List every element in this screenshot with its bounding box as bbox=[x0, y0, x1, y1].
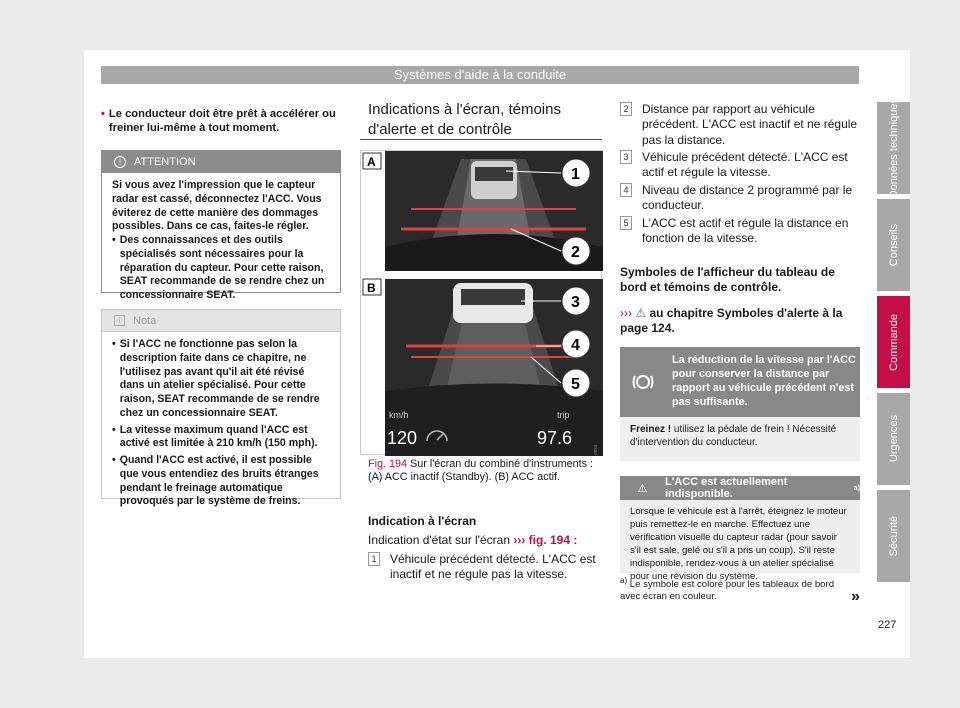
callout-4 bbox=[562, 330, 590, 358]
symbols-reference: ››› ⚠ au chapitre Symboles d'alerte à la page 124. bbox=[620, 306, 843, 335]
attention-paragraph: Si vous avez l'impression que le capteur radar est cassé, déconnectez l'ACC. Vous éviterez de cette manière des dommages possibles. Dans ce cas, faites-le régler. bbox=[112, 179, 322, 233]
continue-arrow: » bbox=[851, 588, 860, 605]
note-bullet: • La vitesse maximum quand l'ACC est activé est limitée à 210 km/h (150 mph). bbox=[112, 423, 318, 450]
brake-warning-icon bbox=[620, 347, 666, 417]
trip-value: 97.6 bbox=[537, 428, 573, 448]
svg-text:1: 1 bbox=[571, 166, 580, 183]
warning-circle-icon: ! bbox=[114, 156, 126, 168]
footnote: $^{a)}$ Le symbole est coloré pour les tableaux de bord avec écran en couleur. bbox=[620, 576, 835, 603]
intro-line: Indication d'état sur l'écran ››› fig. 194 : bbox=[368, 533, 578, 547]
list-item-5: 5 L'ACC est actif et régule la distance en fonction de la vitesse. bbox=[620, 216, 860, 247]
svg-text:2: 2 bbox=[571, 244, 580, 261]
svg-text:4: 4 bbox=[571, 337, 580, 354]
callout-1 bbox=[562, 159, 590, 187]
figure-194 bbox=[360, 150, 602, 455]
card-body: Freinez ! utilisez la pédale de frein ! Nécessité d'intervention du conducteur. bbox=[620, 417, 860, 461]
callout-5 bbox=[562, 369, 590, 397]
figure-label: Fig. 194 bbox=[368, 458, 408, 470]
warning-triangle-icon: ⚠ bbox=[635, 306, 647, 320]
symbols-heading: Symboles de l'afficheur du tableau de bord et témoins de contrôle. bbox=[620, 265, 835, 294]
tab-donnees-techniques[interactable]: Données techniques bbox=[877, 102, 910, 194]
speed-value: 120 bbox=[387, 428, 418, 448]
figure-link[interactable]: ››› fig. 194 : bbox=[513, 533, 578, 547]
list-item-1: 1 Véhicule précédent détecté. L'ACC est inactif et ne régule pas la vitesse. bbox=[368, 552, 602, 583]
figure-caption: Fig. 194 Sur l'écran du combiné d'instruments : (A) ACC inactif (Standby). (B) ACC actif. bbox=[368, 458, 593, 484]
numbered-list bbox=[620, 102, 860, 246]
bullet-dot: • bbox=[112, 454, 116, 467]
tab-commande[interactable]: Commande bbox=[877, 296, 910, 388]
bullet-dot: • bbox=[112, 338, 116, 350]
top-bullet: • Le conducteur doit être prêt à accélérer ou freiner lui-même à tout moment. bbox=[101, 108, 336, 134]
panel-label-b: B bbox=[367, 281, 376, 295]
svg-text:3: 3 bbox=[571, 294, 580, 311]
info-icon: i bbox=[114, 315, 125, 326]
note-header: i Nota bbox=[102, 310, 340, 332]
warning-card-acc: ⚠ L'ACC est actuellement indisponible. a) bbox=[620, 476, 860, 500]
section-title: Indications à l'écran, témoins d'alerte et de contrôle bbox=[368, 101, 561, 138]
note-box bbox=[101, 309, 341, 508]
list-item-2: 2 Distance par rapport au véhicule précédent. L'ACC est inactif et ne régule pas la distance. bbox=[620, 102, 860, 148]
tab-urgences[interactable]: Urgences bbox=[877, 393, 910, 485]
trip-label: trip bbox=[557, 410, 570, 420]
bullet-dot: • bbox=[112, 234, 116, 247]
list-item-4: 4 Niveau de distance 2 programmé par le conducteur. bbox=[620, 183, 860, 214]
figure-code: B5R-0054 bbox=[593, 444, 598, 456]
callout-2 bbox=[562, 237, 590, 265]
speed-unit: km/h bbox=[389, 410, 409, 420]
note-bullet: • Quand l'ACC est activé, il est possible que vous entendiez des bruits étranges pendant le freinage automatique provoqués par le système de freins. bbox=[112, 454, 319, 508]
tab-securite[interactable]: Sécurité bbox=[877, 490, 910, 582]
attention-header: ! ATTENTION bbox=[102, 151, 340, 173]
tab-conseils[interactable]: Conseils bbox=[877, 199, 910, 291]
running-header: Systèmes d'aide à la conduite bbox=[101, 66, 859, 84]
section-rule bbox=[360, 139, 602, 140]
attention-bullet: • Des connaissances et des outils spécialisés sont nécessaires pour la réparation du capteur. Pour cette raison, SEAT recommande de se rendre chez un concessionnaire SEAT. bbox=[112, 234, 325, 302]
svg-text:5: 5 bbox=[571, 376, 580, 393]
page-number: 227 bbox=[878, 619, 897, 631]
bullet-dot: • bbox=[112, 423, 116, 436]
figure-illustration bbox=[361, 151, 603, 456]
bullet-dot: • bbox=[101, 108, 105, 120]
callout-3 bbox=[562, 287, 590, 315]
card-title: La réduction de la vitesse par l'ACC pour conserver la distance par rapport au véhicule précédent n'est pas suffisante. bbox=[672, 354, 856, 409]
card-body: Lorsque le véhicule est à l'arrêt, éteignez le moteur puis remettez-le en marche. Effectuez une vérification visuelle du capteur radar (pour savoir s'il est sale, gelé ou s'il a pris un coup). S'il reste indisponible, rendez-vous à un atelier spécialisé pour une révision du système. bbox=[620, 500, 860, 573]
note-bullet: • Si l'ACC ne fonctionne pas selon la description faite dans ce chapitre, ne l'utilisez pas avant qu'il ait été révisé dans un atelier spécialisé. Pour cette raison, SEAT recommande de se rendre chez un concessionnaire SEAT. bbox=[112, 338, 320, 419]
list-item-3: 3 Véhicule précédent détecté. L'ACC est actif et régule la vitesse. bbox=[620, 150, 860, 181]
attention-box bbox=[101, 150, 341, 302]
acc-unavailable-icon: ⚠ bbox=[637, 482, 648, 495]
panel-label-a: A bbox=[367, 155, 376, 169]
warning-card-brake bbox=[620, 347, 860, 417]
subhead-indication: Indication à l'écran bbox=[368, 514, 477, 528]
